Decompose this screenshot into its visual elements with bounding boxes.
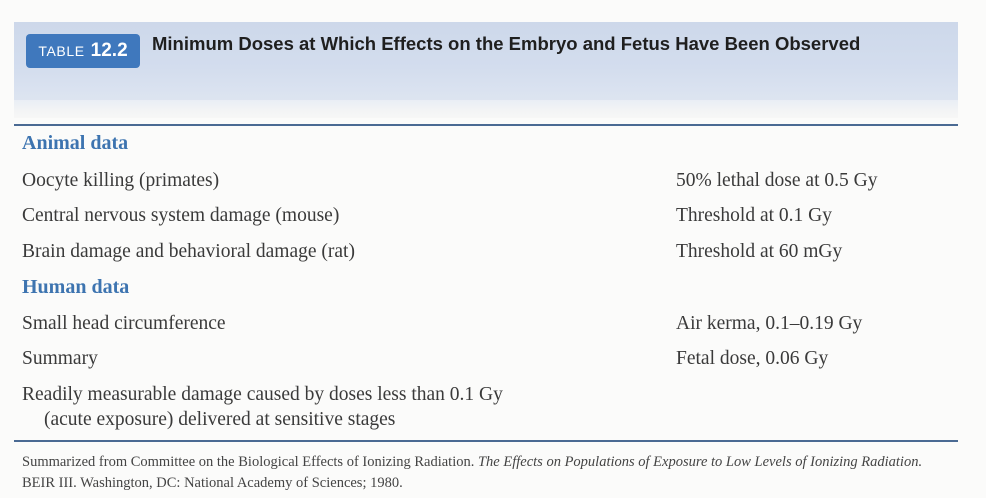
row-label-small-head: Small head circumference [22,313,226,334]
top-rule [14,124,958,126]
row-value-brain-damage: Threshold at 60 mGy [676,241,843,262]
bottom-rule [14,440,958,442]
row-value-small-head: Air kerma, 0.1–0.19 Gy [676,313,863,334]
source-footnote [22,452,942,494]
row-label-measurable-damage-cont: (acute exposure) delivered at sensitive stages [44,409,396,430]
row-label-measurable-damage: Readily measurable damage caused by doses less than 0.1 Gy [22,384,503,405]
row-label-cns-damage: Central nervous system damage (mouse) [22,205,340,226]
row-label-brain-damage: Brain damage and behavioral damage (rat) [22,241,355,262]
row-value-cns-damage: Threshold at 0.1 Gy [676,205,832,226]
table-header-fade [14,100,958,118]
row-value-summary: Fetal dose, 0.06 Gy [676,348,829,369]
footnote-prefix: Summarized from Committee on the Biological Effects of Ionizing Radiation. [22,454,475,470]
row-label-summary: Summary [22,348,98,369]
section-heading-animal-data: Animal data [22,132,129,154]
table-badge-word: TABLE [38,43,85,59]
footnote-suffix: BEIR III. Washington, DC: National Academy of Sciences; 1980. [22,475,403,491]
table-title: Minimum Doses at Which Effects on the Embryo and Fetus Have Been Observed [152,33,861,54]
section-heading-human-data: Human data [22,276,130,298]
table-badge-number: 12.2 [90,40,128,61]
row-value-oocyte-killing: 50% lethal dose at 0.5 Gy [676,170,878,191]
row-label-oocyte-killing: Oocyte killing (primates) [22,170,220,191]
footnote-italic-title: The Effects on Populations of Exposure to Low Levels of Ionizing Radiation. [477,454,923,470]
table-number-badge [26,34,140,68]
